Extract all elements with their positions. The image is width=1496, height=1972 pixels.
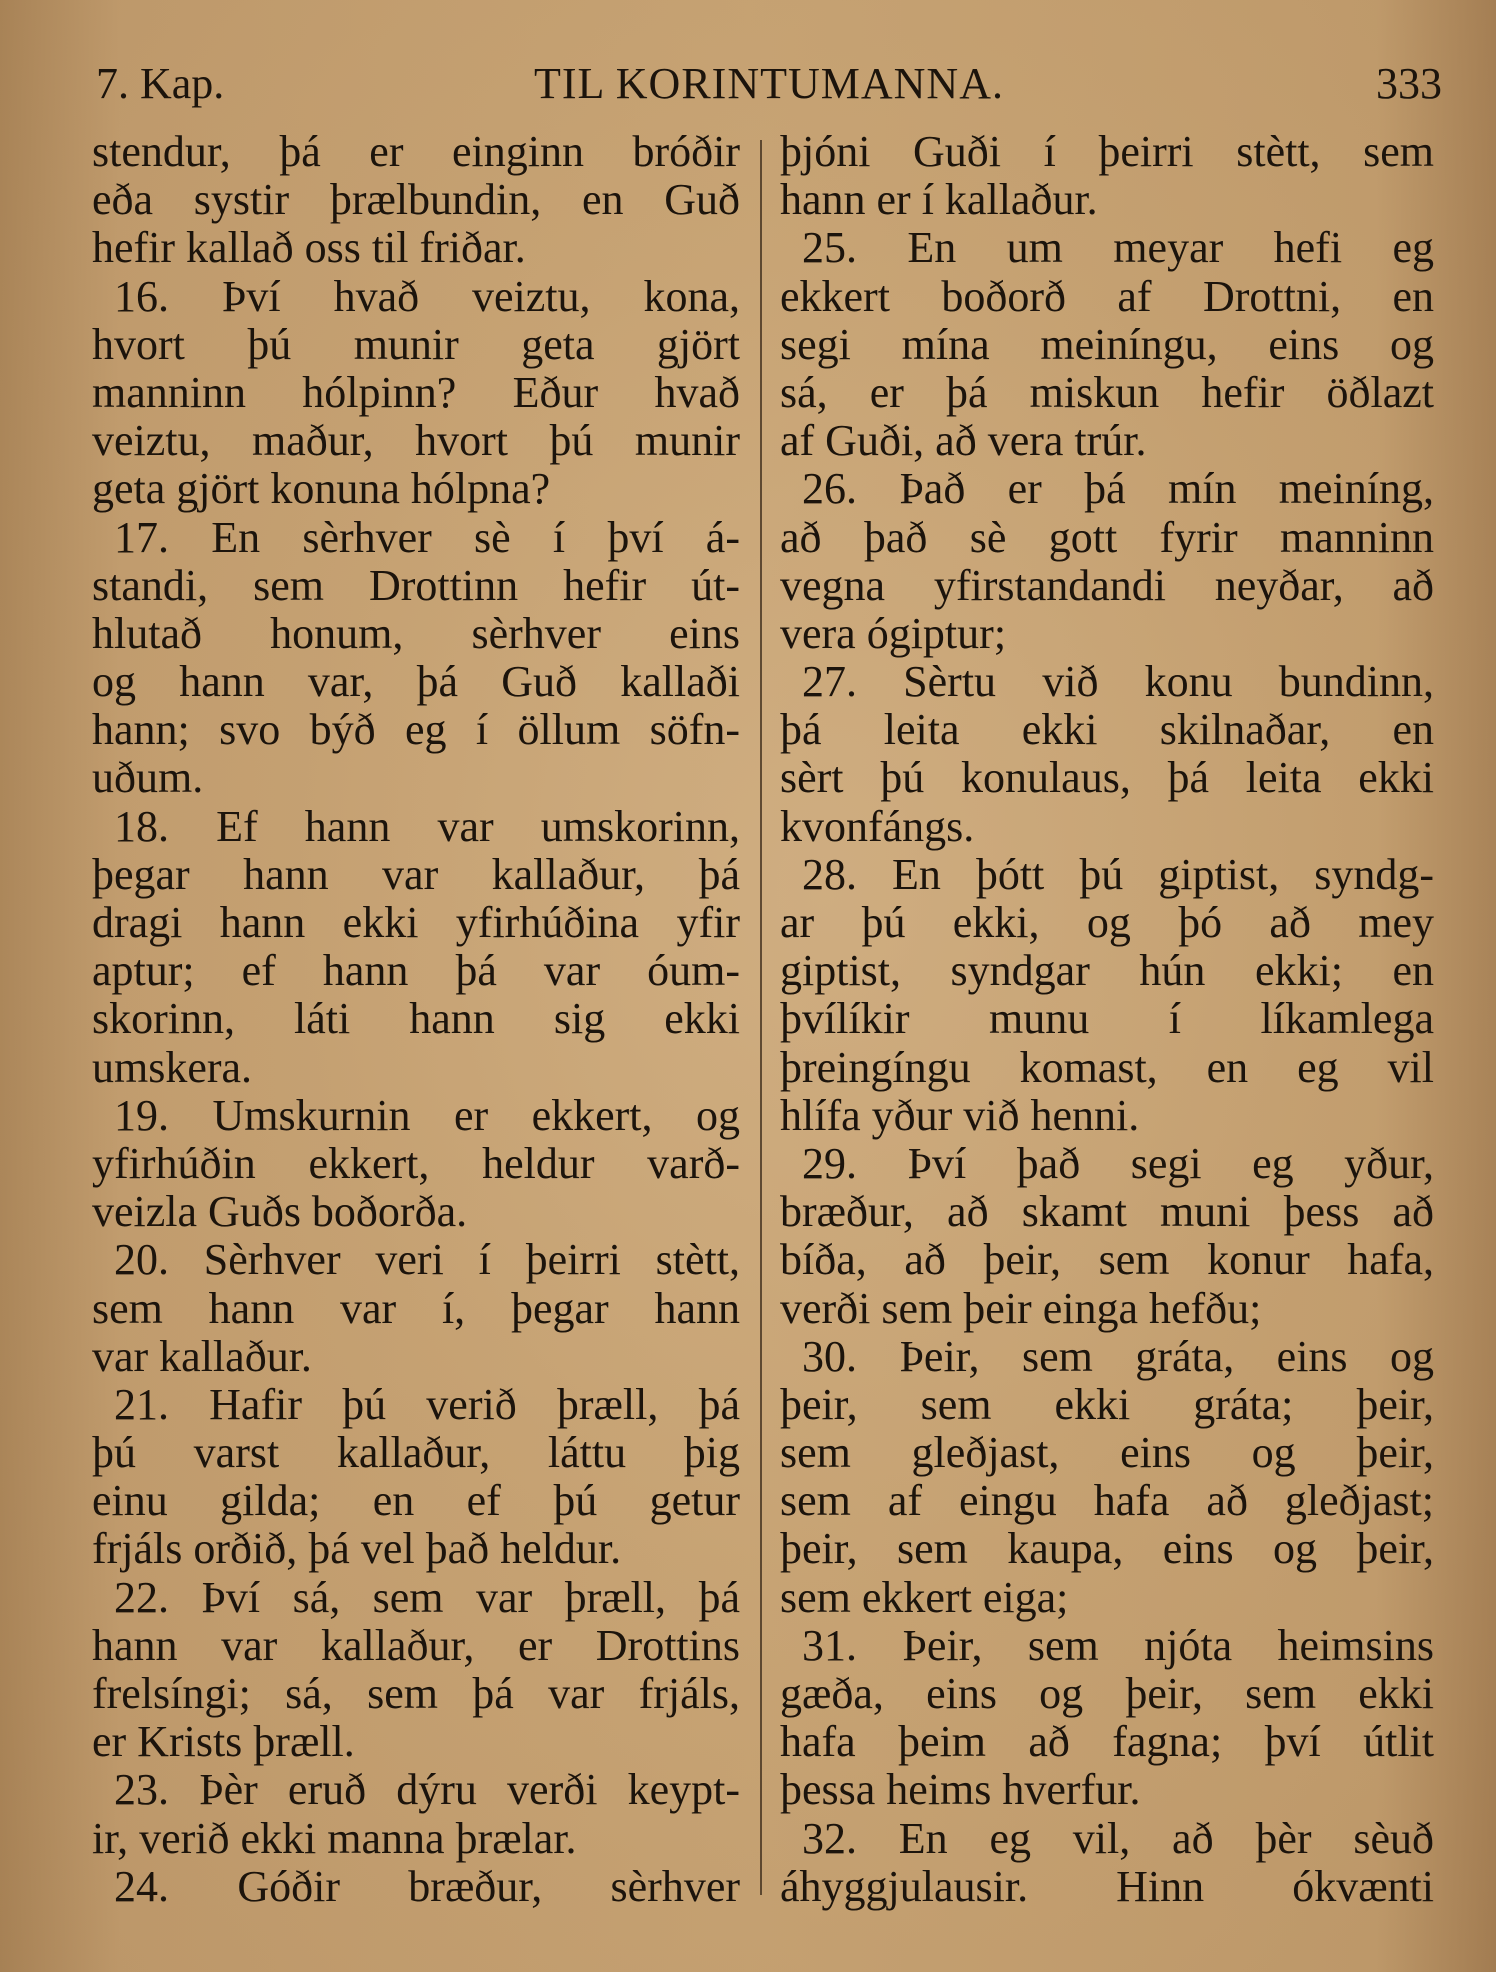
text-line: aptur; ef hann þá var óum- xyxy=(92,946,740,996)
text-line: þessa heims hverfur. xyxy=(780,1765,1141,1815)
text-line: af Guði, að vera trúr. xyxy=(780,416,1147,466)
text-line: gæða, eins og þeir, sem ekki xyxy=(780,1669,1434,1718)
text-line: 26. Það er þá mín meiníng, xyxy=(802,464,1434,514)
text-line: hvort þú munir geta gjört xyxy=(92,319,740,369)
text-line: sem af eingu hafa að gleðjast; xyxy=(780,1476,1434,1526)
text-line: 18. Ef hann var umskorinn, xyxy=(114,801,740,851)
text-line: geta gjört konuna hólpna? xyxy=(92,464,551,514)
right-column xyxy=(780,128,1434,1911)
text-line: þreingíngu komast, en eg vil xyxy=(780,1042,1434,1092)
text-line: sá, er þá miskun hefir öðlazt xyxy=(780,367,1434,417)
text-line: bíða, að þeir, sem konur hafa, xyxy=(780,1235,1434,1285)
text-line: yfirhúðin ekkert, heldur varð- xyxy=(92,1138,740,1188)
text-line: giptist, syndgar hún ekki; en xyxy=(780,946,1434,996)
text-line: sem hann var í, þegar hann xyxy=(92,1283,740,1333)
column-divider xyxy=(760,140,762,1895)
text-line: 24. Góðir bræður, sèrhver xyxy=(114,1861,740,1911)
text-line: 16. Því hvað veiztu, kona, xyxy=(114,271,740,321)
left-column xyxy=(92,128,740,1911)
text-line: hann var kallaður, er Drottins xyxy=(92,1620,740,1670)
text-line: hafa þeim að fagna; því útlit xyxy=(780,1717,1434,1767)
text-line: ir, verið ekki manna þrælar. xyxy=(92,1813,577,1863)
text-line: verði sem þeir einga hefðu; xyxy=(780,1283,1262,1333)
text-line: 32. En eg vil, að þèr sèuð xyxy=(802,1813,1434,1863)
text-line: er Krists þræll. xyxy=(92,1717,355,1767)
text-line: manninn hólpinn? Eður hvað xyxy=(92,367,740,417)
text-line: standi, sem Drottinn hefir út- xyxy=(92,560,740,610)
text-line: 30. Þeir, sem gráta, eins og xyxy=(802,1331,1434,1381)
page-title: TIL KORINTUMANNA. xyxy=(534,59,1004,108)
text-line: bræður, að skamt muni þess að xyxy=(780,1187,1434,1237)
text-line: sèrt þú konulaus, þá leita ekki xyxy=(780,753,1434,803)
text-line: hann; svo býð eg í öllum söfn- xyxy=(92,705,740,755)
text-line: 22. Því sá, sem var þræll, þá xyxy=(114,1572,740,1622)
text-line: sem gleðjast, eins og þeir, xyxy=(780,1428,1434,1478)
text-line: þá leita ekki skilnaðar, en xyxy=(780,705,1434,755)
text-line: vera ógiptur; xyxy=(780,608,1007,658)
text-line: var kallaður. xyxy=(92,1331,312,1381)
text-line: kvonfángs. xyxy=(780,801,975,851)
text-line: hann er í kallaður. xyxy=(780,175,1098,225)
text-line: áhyggjulausir. Hinn ókvænti xyxy=(780,1861,1434,1911)
text-line: þegar hann var kallaður, þá xyxy=(92,849,740,899)
text-line: 27. Sèrtu við konu bundinn, xyxy=(802,657,1434,707)
text-line: þjóni Guði í þeirri stètt, sem xyxy=(780,127,1434,176)
text-line: umskera. xyxy=(92,1042,253,1092)
text-line: eða systir þrælbundin, en Guð xyxy=(92,175,740,225)
text-line: hlífa yður við henni. xyxy=(780,1090,1140,1140)
text-line: þú varst kallaður, láttu þig xyxy=(92,1428,740,1478)
text-line: 19. Umskurnin er ekkert, og xyxy=(114,1090,740,1140)
text-line: hlutað honum, sèrhver eins xyxy=(92,608,740,658)
text-line: 17. En sèrhver sè í því á- xyxy=(114,512,740,562)
running-header xyxy=(96,58,1442,118)
text-line: uðum. xyxy=(92,753,204,803)
text-line: þvílíkir munu í líkamlega xyxy=(780,994,1434,1044)
text-line: sem ekkert eiga; xyxy=(780,1572,1069,1622)
text-line: 28. En þótt þú giptist, syndg- xyxy=(802,849,1434,899)
text-line: 25. En um meyar hefi eg xyxy=(802,223,1434,273)
text-line: ar þú ekki, og þó að mey xyxy=(780,898,1434,947)
text-line: veiztu, maður, hvort þú munir xyxy=(92,416,740,466)
text-line: og hann var, þá Guð kallaði xyxy=(92,657,740,707)
text-line: skorinn, láti hann sig ekki xyxy=(92,994,740,1044)
text-line: þeir, sem kaupa, eins og þeir, xyxy=(780,1524,1434,1574)
text-line: frelsíngi; sá, sem þá var frjáls, xyxy=(92,1669,740,1718)
text-line: 20. Sèrhver veri í þeirri stètt, xyxy=(114,1235,740,1285)
text-line: dragi hann ekki yfirhúðina yfir xyxy=(92,898,740,947)
text-line: segi mína meiníngu, eins og xyxy=(780,319,1434,369)
text-line: þeir, sem ekki gráta; þeir, xyxy=(780,1379,1434,1429)
page-number: 333 xyxy=(1376,59,1442,108)
text-line: að það sè gott fyrir manninn xyxy=(780,512,1434,562)
text-line: frjáls orðið, þá vel það heldur. xyxy=(92,1524,622,1574)
text-line: 23. Þèr eruð dýru verði keypt- xyxy=(114,1765,740,1815)
text-line: stendur, þá er einginn bróðir xyxy=(92,127,740,176)
text-line: hefir kallað oss til friðar. xyxy=(92,223,526,273)
text-line: 21. Hafir þú verið þræll, þá xyxy=(114,1379,740,1429)
chapter-label: 7. Kap. xyxy=(96,59,225,108)
text-line: ekkert boðorð af Drottni, en xyxy=(780,271,1434,321)
text-line: 29. Því það segi eg yður, xyxy=(802,1138,1434,1188)
text-line: 31. Þeir, sem njóta heimsins xyxy=(802,1620,1434,1670)
text-line: veizla Guðs boðorða. xyxy=(92,1187,468,1237)
text-line: vegna yfirstandandi neyðar, að xyxy=(780,560,1434,610)
text-line: einu gilda; en ef þú getur xyxy=(92,1476,740,1526)
